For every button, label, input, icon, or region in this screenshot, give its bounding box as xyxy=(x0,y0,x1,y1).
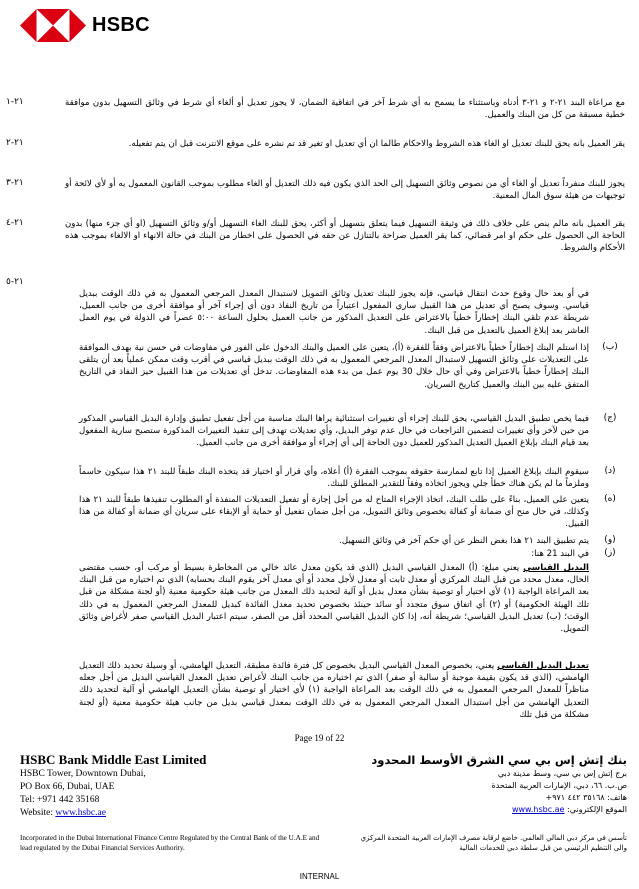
clause-text: يجوز للبنك منفرداً تعديل أو الغاء أي من نصوص وثائق التسهيل إلى الحد الذي يكون فيه ذلك التعديل أو الغاء مطلوب بموجب القانون المعمول به أو لأي لائحة أو توجيهات من هيئة سوق المال المعنية. xyxy=(65,179,625,202)
footer-website-link-ar[interactable]: www.hsbc.ae xyxy=(511,805,565,814)
footer-website-link[interactable]: www.hsbc.ae xyxy=(55,808,106,818)
item-label: (ه) xyxy=(604,494,616,504)
logo-text: HSBC xyxy=(92,13,150,36)
classification-label: INTERNAL xyxy=(299,872,340,881)
item-label: (و) xyxy=(604,535,616,545)
definition-term: البديل القياسي xyxy=(523,563,589,573)
clause-number: ٢١-١ xyxy=(6,97,24,107)
item-text: سيقوم البنك بإبلاغ العميل إذا تابع لممارسة حقوقه بموجب الفقرة (أ) أعلاه، وأي قرار أو اختيار قد يتخذه البنك طبقاً للبند ٢١ هذا سيكون حاسماً وملزماً ما لم يكن هناك خطأ جلي ويجوز اتخاذه وفقاً للتقدير المطلق للبنك. xyxy=(79,467,589,490)
footer-address-ar xyxy=(347,752,627,816)
item-text: إذا استلم البنك إخطاراً خطياً بالاعتراض وفقاً للفقرة (أ)، يتعين على العميل والبنك الدخول على الفور في مفاوضات في حسن نية بهدف الموافقة على التعديلات على وثائق التسهيل لاستبدال المعدل المرجعي المعمول به في ذلك الوقت ببديل قياسي في أقرب وقت ممكن عملياً بعد أن يتلقى البنك إخطاراً خطياً بالاعتراض وفي أي حال خلال 30 يوم عمل من بدء هذه المفاوضات. تدخل أي تعديلات من هذا القبيل حيز النفاذ في التاريخ المتفق عليه بين البنك والعميل كتاريخ السريان. xyxy=(79,343,589,390)
definition-benchmark-replacement xyxy=(79,562,589,635)
footer-address-line: HSBC Tower, Downtown Dubai, xyxy=(20,769,146,779)
footer-bank-name: HSBC Bank Middle East Limited xyxy=(20,752,207,767)
clause-number: ٢١-٤ xyxy=(6,218,24,228)
footer-address-line-ar: برج إتش إس بي سي، وسط مدينة دبي xyxy=(497,769,627,778)
clause-text: مع مراعاة البند ٢١-٢ و ٢١-٣ أدناه وباستثناء ما يسمح به أي شرط آخر في اتفاقية الضمان، لا يجوز تعديل أو ألغاء أي شرط في وثائق التسهيل بدون موافقة خطية مسبقة من كل من البنك والعميل. xyxy=(65,98,625,121)
regulatory-note-ar: تأسس في مركز دبي المالي العالمي. خاضع لرقابة مصرف الإمارات العربية المتحدة المركزي والى التنظيم الرئيسي من قبل سلطة دبي للخدمات المالية xyxy=(360,834,627,852)
hsbc-hexagon-icon xyxy=(20,9,86,42)
footer-phone: Tel: +971 442 35168 xyxy=(20,795,100,805)
clause-number: ٢١-٥ xyxy=(6,277,24,287)
definition-term: تعديل البديل القياسي xyxy=(497,661,590,671)
clause-intro: في أو بعد حال وقوع حدث انتقال قياسي، فإنه يجوز للبنك تعديل وثائق التمويل لاستبدال المعدل المرجعي المعمول به في ذلك الوقت ببديل قياسي. وسوف يصبح أي تعديل من هذا القبيل ساري المفعول اعتباراً من تاريخ النفاذ دون أي إجراء آخر أو موافقة أخرى من جانب العميل، شريطة عدم تلقي البنك إخطاراً خطياً بالاعتراض على التعديل المذكور من جانب العميل بحلول الساعة ٥:٠٠ عصراً في الدولة في يوم العمل العاشر بعد إبلاغ العميل بالتعديل من قبل البنك. xyxy=(79,289,589,336)
item-label: (د) xyxy=(604,466,616,476)
item-label: (ز) xyxy=(604,548,616,558)
item-text: في البند 21 هنا: xyxy=(531,549,589,559)
footer-website-label-ar: الموقع الإلكتروني: xyxy=(567,805,627,814)
footer-website-label: Website: xyxy=(20,808,54,818)
footer-phone-ar: هاتف: ٣٥١٦٨ ٤٤٢ ٩٧١+ xyxy=(545,793,627,802)
footer-address-line: PO Box 66, Dubai, UAE xyxy=(20,782,115,792)
footer-bank-name-ar: بنك إتش إس بي سي الشرق الأوسط المحدود xyxy=(371,753,627,767)
item-text: يتم تطبيق البند ٢١ هذا بغض النظر عن أي حكم آخر في وثائق التسهيل. xyxy=(339,536,589,546)
clause-number: ٢١-٢ xyxy=(6,138,24,148)
definition-benchmark-adjustment xyxy=(79,660,589,721)
item-text: فيما يخص تطبيق البديل القياسي، يحق للبنك إجراء أي تغييرات استثنائية يراها البنك مناسبة من أجل تفعيل تطبيق وإدارة البديل القياسي المذكور من حين لآخر وأي تغييرات لتضمين التراجعات في حال عدم توفر البديل، وأي تعديلات تهدف إلى تنفيذ التغييرات المذكورة ستصبح سارية المفعول بعد قيام البنك بإبلاغ العميل التعديل المذكور للعميل دون الحاجة إلى أي إجراء أو موافقة أخرى من جانب العميل. xyxy=(79,414,589,449)
footer-address-en xyxy=(20,752,206,820)
item-text: يتعين على العميل، بناءً على طلب البنك، اتخاذ الإجراء المتاح له من أجل إجازة أو تفعيل التعديلات المنفذة أو المطلوب تنفيذها طبقاً للبند ٢١ هذا وكذلك، في حال منح أي ضمانة أو كفالة بخصوص وثائق التمويل، من أجل ضمان تفعيل أو حماية أو الإبقاء على سريان أي ضمانة أو كفالة من هذا القبيل. xyxy=(79,495,589,530)
definition-text: يعني، بخصوص المعدل القياسي البديل بخصوص كل فترة فائدة مطبقة، التعديل الهامشي، أو وسيلة تحديد ذلك التعديل الهامشي، (الذي قد يكون بقيمة موجبة أو سالبة أو صفر) الذي تم اختياره من جانب البنك لأغراض تعديل المعدل القياسي البديل من أجل جعله مناظراً للمعدل المرجعي المعمول به في ذلك الوقت بعد المراعاة الواجبة (١) لأي اختيار أو توصية بشأن التعديل الهامشي أو آلية لتحديد ذلك التعديل الهامشي من أجل استبدال المعدل المرجعي المعمول به في ذلك الوقت بمعدل قياسي بديل من جانب هيئة حكومية معنية (أو لجنة مشكلة من قبل تلك xyxy=(79,661,589,720)
footer-address-line-ar: ص.ب. ٦٦، دبي، الإمارات العربية المتحدة xyxy=(491,781,627,790)
item-label: (ب) xyxy=(602,342,618,352)
definition-text: يعني مبلغ: (أ) المعدل القياسي البديل (الذي قد يكون معدل عائد خالي من المخاطرة بسيط أو مركب أو، حسب مقتضى الحال، معدل محدد من قبل البنك المركزي أو معدل ثابت أو معدل لأجل محدد أو أي معدل آخر يقوم البنك بحسابه) الذي تم اختياره من قبل البنك بعد المراعاة الواجبة (١) لأي اختيار أو توصية بشأن معدل بديل أو آلية لتحديد ذلك المعدل من جانب هيئة حكومية معنية (أو لجنة مشكلة من قبل تلك الهيئة الحكومية) أو (٢) أي اتفاق سوق متجدد أو سائد حينئذ بخصوص تحديد معدل الفائدة كبديل للمعدل المرجعي المعمول به في ذلك الوقت؛ (ب) تعديل البديل القياسي؛ شريطة أنه، إذا كان البديل القياسي المحدد أقل من الصفر، سيتم اعتبار البديل القياسي صفر لأغراض وثائق التمويل. xyxy=(79,563,590,635)
clause-text: يقر العميل بانه يحق للبنك تعديل او الغاء هذه الشروط والاحكام طالما ان أي تعديل او تغير قد تم نشره على موقع الانترنت قبل ان يتم تفعيله. xyxy=(128,139,625,149)
hsbc-logo xyxy=(20,8,150,42)
clause-number: ٢١-٣ xyxy=(6,178,24,188)
clause-text: يقر العميل بانه مالم ينص على خلاف ذلك في وثيقة التسهيل فيما يتعلق بتسهيل أو أكثر، يحق للبنك الغاء التسهيل أو/و وثائق التسهيل (او أي جزء منها) بدون الحاجة الى الحصول على حكم او امر قضائي، كما يقر العميل صراحة بالتنازل عن حقه في الحصول على اخطار من البنك في حالة الانهاء او الالغاء بموجب هذه الأحكام والشروط. xyxy=(65,219,625,254)
regulatory-note-en: Incorporated in the Dubai International Finance Centre Regulated by the Central Bank of the U.A.E and lead regulated by the Dubai Financial Services Authority. xyxy=(20,834,320,852)
page-number: Page 19 of 22 xyxy=(294,733,345,743)
item-label: (ج) xyxy=(603,413,617,423)
